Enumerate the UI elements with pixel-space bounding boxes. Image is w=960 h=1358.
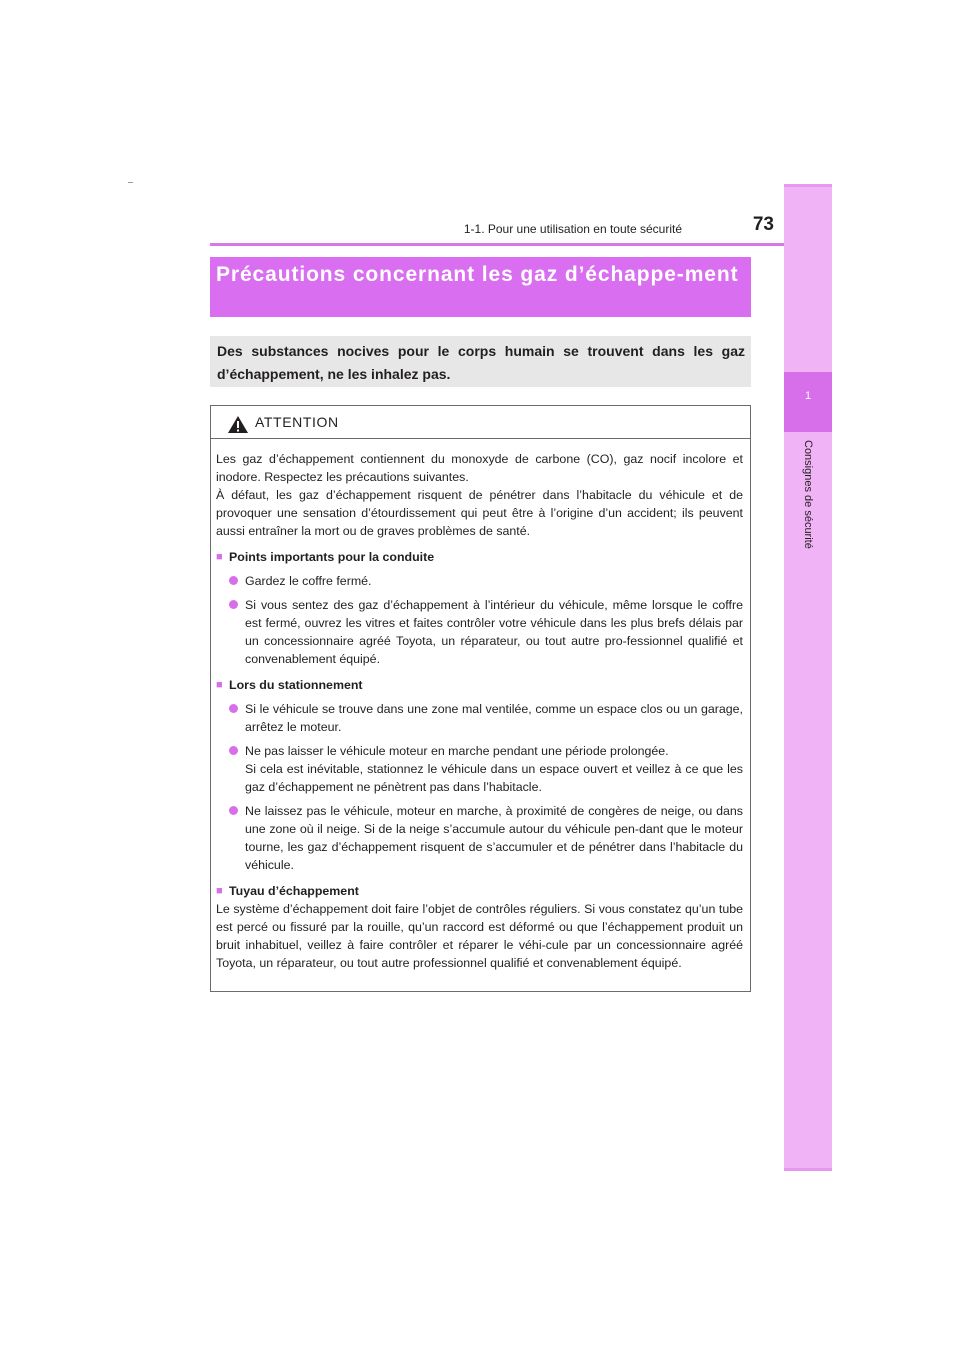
section-title: Points importants pour la conduite [229, 550, 435, 564]
section-exhaust-pipe [216, 882, 743, 900]
list-item-text: Si le véhicule se trouve dans une zone mal ventilée, comme un espace clos ou un garage, arrêtez le moteur. [245, 702, 743, 734]
round-bullet-icon [229, 572, 245, 590]
list-item-text: Gardez le coffre fermé. [245, 574, 372, 588]
caution-title: ATTENTION [255, 414, 339, 430]
list-item-continuation: Si cela est inévitable, stationnez le véhicule dans un espace ouvert et veillez à ce que les gaz d’échappement ne pénètrent pas dans l’habitacle. [245, 762, 743, 794]
round-bullet-icon [229, 742, 245, 796]
section-parking [216, 676, 743, 694]
round-bullet-icon [229, 802, 245, 874]
caution-intro-2: À défaut, les gaz d’échappement risquent de pénétrer dans l’habitacle du véhicule et de provoquer une sensation d’étourdissement qui peut être à l’origine d’un accident; ils peuvent aussi entraîner la mort ou de graves problèmes de santé. [216, 488, 743, 538]
page-number: 73 [752, 214, 774, 235]
crop-mark [128, 182, 133, 183]
list-item [216, 572, 743, 590]
square-bullet-icon: ■ [216, 885, 223, 897]
warning-triangle-icon [227, 415, 249, 434]
running-header: 1-1. Pour une utilisation en toute sécurité [463, 222, 682, 236]
side-tab-bottom-edge [784, 1168, 832, 1171]
list-item-text: Si vous sentez des gaz d’échappement à l’intérieur du véhicule, même lorsque le coffre est fermé, ouvrez les vitres et faites contrôler votre véhicule dans les plus brefs délais par un concessionnaire agréé Toyota, un réparateur, ou tout autre pro-fessionnel qualifié et convenablement équipé. [245, 598, 743, 666]
chapter-side-tab [784, 184, 832, 1171]
list-item [216, 596, 743, 668]
section-title: Tuyau d’échappement [229, 884, 359, 898]
intro-text: Des substances nocives pour le corps humain se trouvent dans les gaz d’échappement, ne les inhalez pas. [217, 343, 745, 382]
list-item [216, 802, 743, 874]
list-item-line: Ne pas laisser le véhicule moteur en marche pendant une période prolongée. [245, 744, 669, 758]
caution-intro-1: Les gaz d’échappement contiennent du monoxyde de carbone (CO), gaz nocif incolore et inodore. Respectez les précautions suivantes. [216, 452, 743, 484]
page-title: Précautions concernant les gaz d’échappe-ment [216, 263, 739, 286]
caution-box [210, 405, 751, 992]
section-title: Lors du stationnement [229, 678, 363, 692]
header-rule [210, 243, 832, 246]
list-item [216, 742, 743, 796]
side-tab-top-edge [784, 184, 832, 187]
section-text: Le système d’échappement doit faire l’objet de contrôles réguliers. Si vous constatez qu’un tube est percé ou fissuré par la rouille, qu’un raccord est déformé ou que l’échappement produit un bruit inhabituel, veillez à faire contrôler et réparer le véhi-cule par un concessionnaire agréé Toyota, un réparateur, ou tout autre professionnel qualifié et convenablement équipé. [216, 902, 743, 970]
chapter-marker [784, 372, 832, 432]
list-item [216, 700, 743, 736]
chapter-title: Consignes de sécurité [802, 440, 814, 549]
round-bullet-icon [229, 700, 245, 736]
list-item-text: Ne laissez pas le véhicule, moteur en marche, à proximité de congères de neige, ou dans une zone où il neige. Si de la neige s’accumule autour du véhicule pen-dant que le moteur tourne, les gaz d’échappement risquent de s’accumuler et de pénétrer dans l’habitacle du véhicule. [245, 804, 743, 872]
section-driving [216, 548, 743, 566]
square-bullet-icon: ■ [216, 551, 223, 563]
caution-body [216, 450, 743, 972]
list-item-text [245, 742, 743, 796]
round-bullet-icon [229, 596, 245, 668]
square-bullet-icon: ■ [216, 679, 223, 691]
chapter-number: 1 [804, 390, 812, 402]
caution-header [211, 406, 750, 439]
